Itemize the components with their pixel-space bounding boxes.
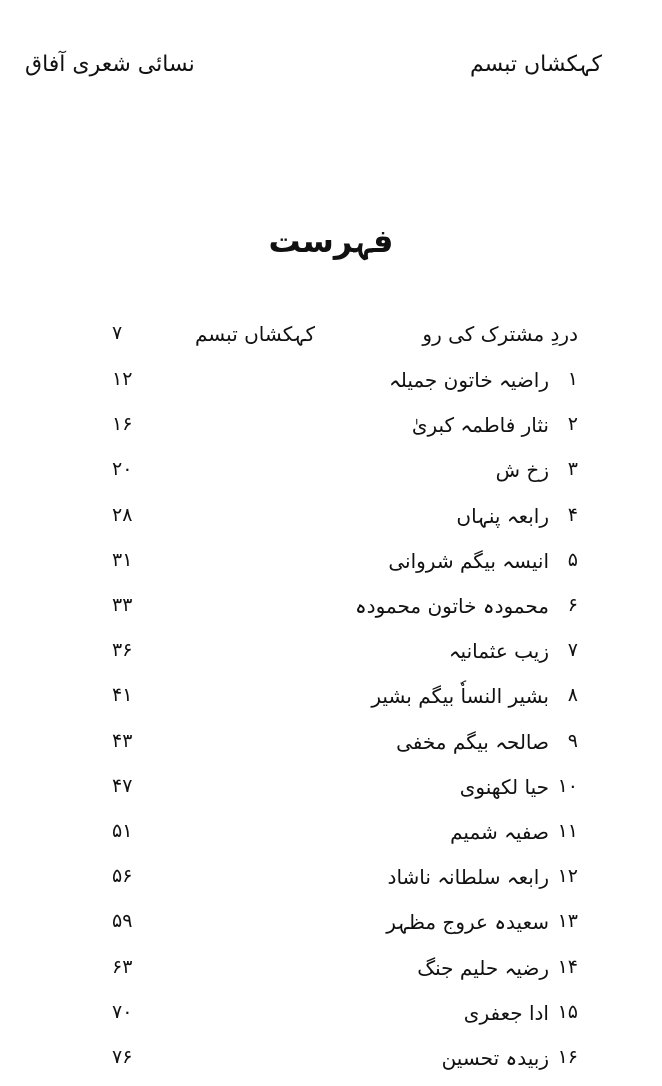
toc-entry-page: ۴۳ — [112, 730, 133, 752]
toc-row — [0, 549, 662, 589]
toc-row — [0, 684, 662, 724]
toc-entry-number: ۱۳ — [557, 910, 578, 932]
toc-row — [0, 865, 662, 905]
toc-row — [0, 458, 662, 498]
toc-entry-name: راضیہ خاتون جمیلہ — [388, 368, 549, 392]
header-author: کہکشاں تبسم — [469, 52, 602, 77]
page-title: فہرست — [268, 222, 394, 260]
toc-entry-name: حیا لکھنوی — [459, 775, 549, 799]
toc-entry-page: ۳۳ — [112, 594, 133, 616]
toc-row — [0, 820, 662, 860]
toc-entry-number: ۶ — [567, 594, 578, 616]
toc-row — [0, 504, 662, 544]
toc-entry-page: ۱۲ — [112, 368, 133, 390]
toc-entry-name: محمودہ خاتون محمودہ — [354, 594, 549, 618]
header-book-title: نسائی شعری آفاق — [25, 52, 195, 77]
toc-entry-number: ۱۶ — [557, 1046, 578, 1068]
toc-entry-page: ۴۷ — [112, 775, 133, 797]
toc-row — [0, 730, 662, 770]
toc-entry-page: ۵۱ — [112, 820, 133, 842]
toc-row — [0, 413, 662, 453]
toc-entry-page: ۳۶ — [112, 639, 133, 661]
toc-entry-number: ۱۰ — [557, 775, 578, 797]
toc-intro-row — [0, 322, 662, 362]
toc-entry-name: نثار فاطمہ کبریٰ — [411, 413, 549, 437]
toc-intro-label: دردِ مشترک کی رو — [422, 322, 578, 346]
toc-row — [0, 956, 662, 996]
toc-row — [0, 1046, 662, 1086]
toc-entry-name: رابعہ سلطانہ ناشاد — [387, 865, 549, 889]
toc-entry-page: ۴۱ — [112, 684, 133, 706]
toc-entry-page: ۵۶ — [112, 865, 133, 887]
toc-entry-number: ۹ — [567, 730, 578, 752]
toc-intro-page: ۷ — [112, 322, 123, 344]
toc-entry-number: ۸ — [567, 684, 578, 706]
toc-entry-name: رابعہ پنہاں — [456, 504, 549, 528]
toc-row — [0, 594, 662, 634]
toc-intro-author: کہکشاں تبسم — [195, 322, 316, 346]
toc-entry-number: ۱ — [567, 368, 578, 390]
toc-entry-number: ۱۱ — [557, 820, 578, 842]
toc-entry-name: صفیہ شمیم — [450, 820, 549, 844]
toc-entry-number: ۱۲ — [557, 865, 578, 887]
toc-entry-number: ۴ — [567, 504, 578, 526]
toc-entry-page: ۵۹ — [112, 910, 133, 932]
toc-entry-number: ۲ — [567, 413, 578, 435]
toc-entry-number: ۱۴ — [557, 956, 578, 978]
toc-entry-name: زبیدہ تحسین — [441, 1046, 549, 1070]
toc-entry-page: ۶۳ — [112, 956, 133, 978]
toc-entry-name: رضیہ حلیم جنگ — [417, 956, 549, 980]
toc-entry-page: ۲۸ — [112, 504, 133, 526]
toc-entry-page: ۲۰ — [112, 458, 133, 480]
toc-entry-number: ۵ — [567, 549, 578, 571]
toc-entry-number: ۷ — [567, 639, 578, 661]
toc-entry-page: ۱۶ — [112, 413, 133, 435]
toc-row — [0, 368, 662, 408]
toc-row — [0, 1001, 662, 1041]
toc-entry-page: ۷۶ — [112, 1046, 133, 1068]
toc-entry-page: ۷۰ — [112, 1001, 133, 1023]
toc-entry-name: زیب عثمانیہ — [448, 639, 549, 663]
toc-entry-name: صالحہ بیگم مخفی — [396, 730, 549, 754]
toc-row — [0, 775, 662, 815]
toc-entry-name: ادا جعفری — [463, 1001, 549, 1025]
toc-entry-name: انیسہ بیگم شروانی — [388, 549, 549, 573]
toc-entry-number: ۱۵ — [557, 1001, 578, 1023]
toc-row — [0, 910, 662, 950]
toc-entry-page: ۳۱ — [112, 549, 133, 571]
toc-entry-name: سعیدہ عروج مظہر — [386, 910, 549, 934]
toc-entry-name: زخ ش — [495, 458, 549, 482]
toc-entry-name: بشیر النساٗ بیگم بشیر — [371, 684, 549, 708]
toc-row — [0, 639, 662, 679]
toc-entry-number: ۳ — [567, 458, 578, 480]
